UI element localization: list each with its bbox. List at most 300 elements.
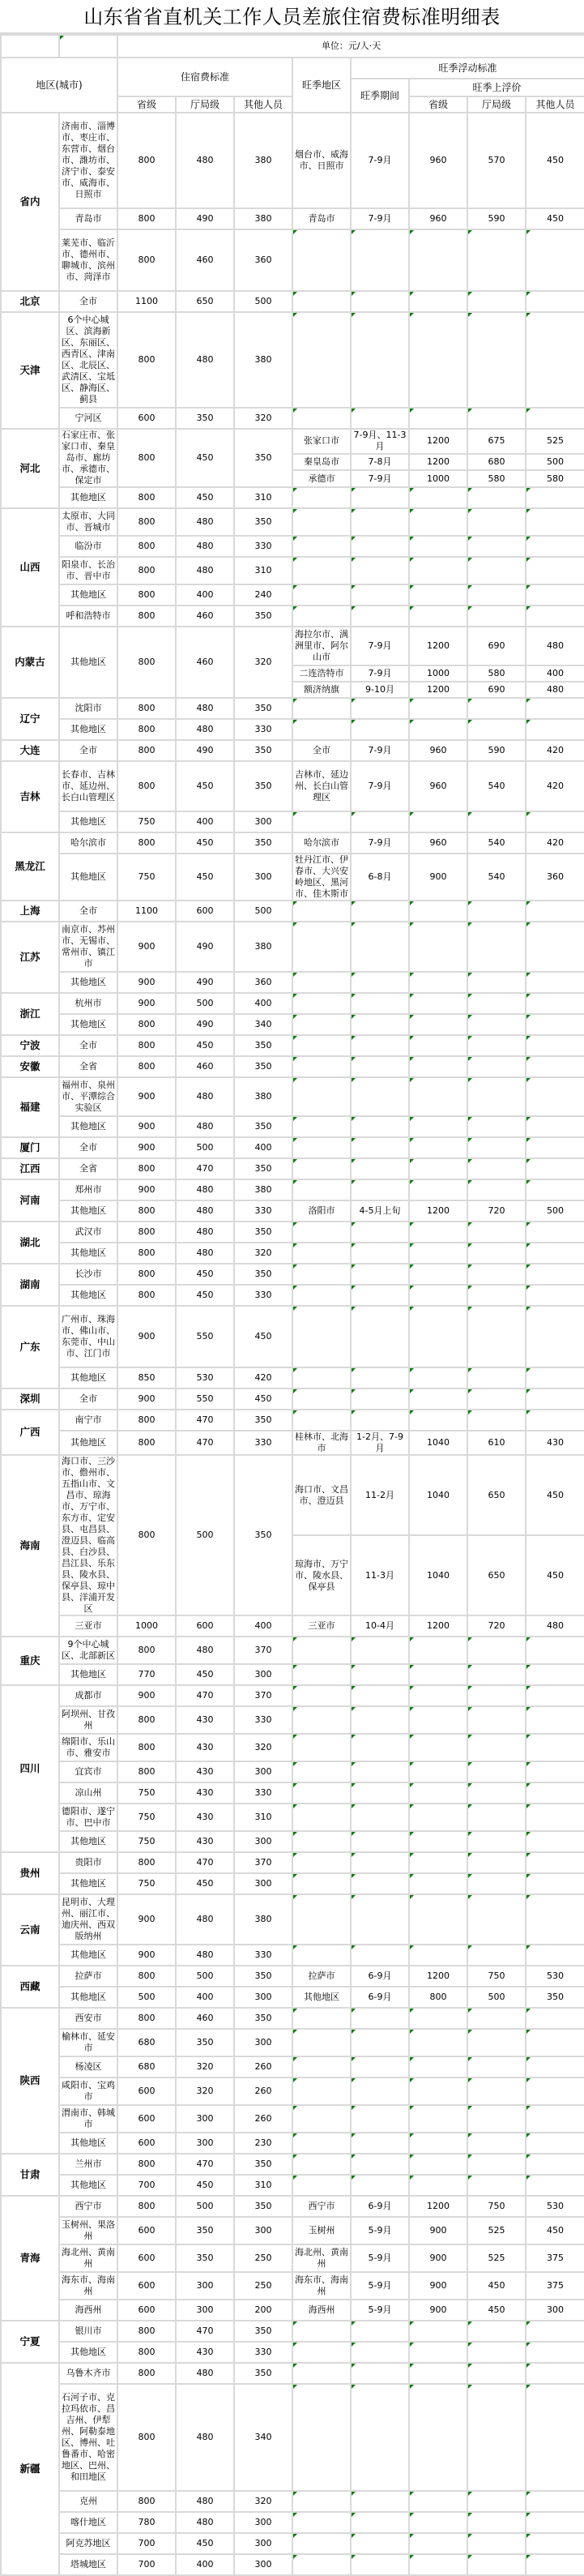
empty-cell[interactable]	[467, 312, 526, 408]
empty-cell[interactable]	[526, 1389, 584, 1410]
empty-cell[interactable]	[467, 2154, 526, 2175]
empty-cell[interactable]	[292, 1831, 351, 1852]
empty-cell[interactable]	[526, 972, 584, 993]
empty-cell[interactable]	[526, 1804, 584, 1831]
empty-cell[interactable]	[292, 719, 351, 740]
empty-cell[interactable]	[351, 1410, 409, 1431]
empty-cell[interactable]	[409, 1734, 467, 1761]
empty-cell[interactable]	[409, 1014, 467, 1035]
empty-cell[interactable]	[292, 1243, 351, 1264]
empty-cell[interactable]	[409, 719, 467, 740]
empty-cell[interactable]	[467, 408, 526, 429]
empty-cell[interactable]	[526, 2554, 584, 2575]
empty-cell[interactable]	[351, 1264, 409, 1285]
empty-cell[interactable]	[292, 2384, 351, 2491]
empty-cell[interactable]	[292, 2154, 351, 2175]
empty-cell[interactable]	[409, 508, 467, 536]
empty-cell[interactable]	[351, 2105, 409, 2133]
empty-cell[interactable]	[526, 1410, 584, 1431]
empty-cell[interactable]	[409, 1761, 467, 1782]
empty-cell[interactable]	[467, 229, 526, 291]
empty-cell[interactable]	[351, 291, 409, 312]
empty-cell[interactable]	[351, 1056, 409, 1077]
empty-cell[interactable]	[409, 811, 467, 832]
empty-cell[interactable]	[526, 1734, 584, 1761]
empty-cell[interactable]	[467, 698, 526, 719]
empty-cell[interactable]	[467, 2533, 526, 2554]
empty-cell[interactable]	[351, 508, 409, 536]
empty-cell[interactable]	[409, 557, 467, 584]
empty-cell[interactable]	[409, 1831, 467, 1852]
empty-cell[interactable]	[292, 1056, 351, 1077]
empty-cell[interactable]	[292, 972, 351, 993]
empty-cell[interactable]	[351, 605, 409, 627]
empty-cell[interactable]	[351, 2321, 409, 2342]
empty-cell[interactable]	[292, 1782, 351, 1804]
empty-cell[interactable]	[292, 922, 351, 972]
empty-cell[interactable]	[467, 1035, 526, 1056]
empty-cell[interactable]	[292, 1077, 351, 1116]
empty-cell[interactable]	[526, 2029, 584, 2056]
empty-cell[interactable]	[292, 1761, 351, 1782]
empty-cell[interactable]	[351, 2175, 409, 2196]
empty-cell[interactable]	[467, 1264, 526, 1285]
empty-cell[interactable]	[467, 1831, 526, 1852]
empty-cell[interactable]	[467, 1285, 526, 1306]
empty-cell[interactable]	[351, 312, 409, 408]
empty-cell[interactable]	[409, 2105, 467, 2133]
empty-cell[interactable]	[467, 901, 526, 922]
empty-cell[interactable]	[409, 229, 467, 291]
empty-cell[interactable]	[409, 922, 467, 972]
empty-cell[interactable]	[351, 2384, 409, 2491]
empty-cell[interactable]	[467, 1873, 526, 1894]
empty-cell[interactable]	[292, 312, 351, 408]
empty-cell[interactable]	[526, 557, 584, 584]
empty-cell[interactable]	[292, 1014, 351, 1035]
empty-cell[interactable]	[351, 2363, 409, 2384]
empty-cell[interactable]	[467, 584, 526, 605]
empty-cell[interactable]	[292, 2342, 351, 2363]
empty-cell[interactable]	[467, 557, 526, 584]
empty-cell[interactable]	[351, 1831, 409, 1852]
empty-cell[interactable]	[467, 508, 526, 536]
empty-cell[interactable]	[526, 2133, 584, 2154]
empty-cell[interactable]	[351, 1116, 409, 1137]
empty-cell[interactable]	[467, 2491, 526, 2512]
empty-cell[interactable]	[526, 1116, 584, 1137]
empty-cell[interactable]	[409, 2363, 467, 2384]
empty-cell[interactable]	[292, 811, 351, 832]
empty-cell[interactable]	[526, 2491, 584, 2512]
empty-cell[interactable]	[351, 1306, 409, 1367]
empty-cell[interactable]	[467, 1637, 526, 1664]
empty-cell[interactable]	[292, 2105, 351, 2133]
empty-cell[interactable]	[526, 2512, 584, 2533]
empty-cell[interactable]	[526, 312, 584, 408]
empty-cell[interactable]	[526, 2154, 584, 2175]
empty-cell[interactable]	[467, 1706, 526, 1734]
blank-cell[interactable]	[1, 35, 59, 58]
empty-cell[interactable]	[526, 719, 584, 740]
empty-cell[interactable]	[467, 1306, 526, 1367]
empty-cell[interactable]	[292, 2533, 351, 2554]
empty-cell[interactable]	[409, 1137, 467, 1158]
empty-cell[interactable]	[409, 1158, 467, 1179]
empty-cell[interactable]	[292, 1306, 351, 1367]
empty-cell[interactable]	[467, 972, 526, 993]
empty-cell[interactable]	[292, 1734, 351, 1761]
empty-cell[interactable]	[292, 1852, 351, 1873]
empty-cell[interactable]	[292, 1685, 351, 1706]
empty-cell[interactable]	[526, 993, 584, 1014]
empty-cell[interactable]	[351, 2512, 409, 2533]
empty-cell[interactable]	[526, 1179, 584, 1200]
empty-cell[interactable]	[292, 2491, 351, 2512]
empty-cell[interactable]	[292, 584, 351, 605]
empty-cell[interactable]	[292, 508, 351, 536]
empty-cell[interactable]	[526, 1222, 584, 1243]
empty-cell[interactable]	[409, 584, 467, 605]
empty-cell[interactable]	[292, 1410, 351, 1431]
empty-cell[interactable]	[467, 2077, 526, 2105]
empty-cell[interactable]	[351, 1706, 409, 1734]
empty-cell[interactable]	[526, 1367, 584, 1389]
empty-cell[interactable]	[351, 487, 409, 508]
empty-cell[interactable]	[467, 2321, 526, 2342]
empty-cell[interactable]	[292, 1158, 351, 1179]
empty-cell[interactable]	[526, 508, 584, 536]
empty-cell[interactable]	[409, 2533, 467, 2554]
empty-cell[interactable]	[351, 1367, 409, 1389]
empty-cell[interactable]	[526, 1137, 584, 1158]
blank-cell[interactable]	[59, 35, 117, 58]
empty-cell[interactable]	[409, 1035, 467, 1056]
empty-cell[interactable]	[526, 1831, 584, 1852]
empty-cell[interactable]	[526, 2105, 584, 2133]
empty-cell[interactable]	[292, 1367, 351, 1389]
empty-cell[interactable]	[409, 2077, 467, 2105]
empty-cell[interactable]	[467, 1664, 526, 1685]
empty-cell[interactable]	[467, 1116, 526, 1137]
empty-cell[interactable]	[467, 487, 526, 508]
empty-cell[interactable]	[526, 1761, 584, 1782]
empty-cell[interactable]	[292, 1894, 351, 1945]
empty-cell[interactable]	[467, 993, 526, 1014]
empty-cell[interactable]	[351, 719, 409, 740]
empty-cell[interactable]	[526, 2077, 584, 2105]
empty-cell[interactable]	[409, 1116, 467, 1137]
empty-cell[interactable]	[292, 698, 351, 719]
empty-cell[interactable]	[351, 1685, 409, 1706]
empty-cell[interactable]	[351, 1804, 409, 1831]
empty-cell[interactable]	[467, 1945, 526, 1966]
empty-cell[interactable]	[292, 1222, 351, 1243]
empty-cell[interactable]	[467, 291, 526, 312]
empty-cell[interactable]	[351, 2008, 409, 2029]
empty-cell[interactable]	[409, 698, 467, 719]
empty-cell[interactable]	[351, 2554, 409, 2575]
empty-cell[interactable]	[351, 2342, 409, 2363]
empty-cell[interactable]	[526, 1945, 584, 1966]
empty-cell[interactable]	[526, 2342, 584, 2363]
empty-cell[interactable]	[351, 1137, 409, 1158]
empty-cell[interactable]	[526, 1637, 584, 1664]
empty-cell[interactable]	[526, 2384, 584, 2491]
empty-cell[interactable]	[409, 487, 467, 508]
empty-cell[interactable]	[292, 2512, 351, 2533]
empty-cell[interactable]	[292, 2077, 351, 2105]
empty-cell[interactable]	[351, 1243, 409, 1264]
empty-cell[interactable]	[467, 1804, 526, 1831]
empty-cell[interactable]	[409, 1264, 467, 1285]
empty-cell[interactable]	[526, 408, 584, 429]
empty-cell[interactable]	[292, 993, 351, 1014]
empty-cell[interactable]	[526, 1056, 584, 1077]
empty-cell[interactable]	[409, 1685, 467, 1706]
empty-cell[interactable]	[409, 1179, 467, 1200]
empty-cell[interactable]	[351, 584, 409, 605]
empty-cell[interactable]	[409, 312, 467, 408]
empty-cell[interactable]	[467, 922, 526, 972]
empty-cell[interactable]	[526, 1243, 584, 1264]
empty-cell[interactable]	[526, 2321, 584, 2342]
empty-cell[interactable]	[467, 1158, 526, 1179]
empty-cell[interactable]	[292, 2056, 351, 2077]
empty-cell[interactable]	[526, 1306, 584, 1367]
empty-cell[interactable]	[292, 1945, 351, 1966]
empty-cell[interactable]	[409, 1664, 467, 1685]
empty-cell[interactable]	[467, 1137, 526, 1158]
empty-cell[interactable]	[467, 1014, 526, 1035]
empty-cell[interactable]	[467, 1056, 526, 1077]
empty-cell[interactable]	[351, 1734, 409, 1761]
empty-cell[interactable]	[292, 2175, 351, 2196]
empty-cell[interactable]	[409, 2554, 467, 2575]
empty-cell[interactable]	[292, 2008, 351, 2029]
empty-cell[interactable]	[409, 1637, 467, 1664]
empty-cell[interactable]	[526, 901, 584, 922]
empty-cell[interactable]	[526, 1285, 584, 1306]
empty-cell[interactable]	[467, 536, 526, 557]
empty-cell[interactable]	[526, 1035, 584, 1056]
empty-cell[interactable]	[409, 1389, 467, 1410]
empty-cell[interactable]	[467, 1077, 526, 1116]
empty-cell[interactable]	[409, 1285, 467, 1306]
empty-cell[interactable]	[467, 1410, 526, 1431]
empty-cell[interactable]	[292, 291, 351, 312]
empty-cell[interactable]	[526, 1852, 584, 1873]
empty-cell[interactable]	[409, 972, 467, 993]
empty-cell[interactable]	[409, 2512, 467, 2533]
empty-cell[interactable]	[409, 291, 467, 312]
empty-cell[interactable]	[526, 811, 584, 832]
empty-cell[interactable]	[526, 1014, 584, 1035]
empty-cell[interactable]	[526, 1158, 584, 1179]
empty-cell[interactable]	[351, 2533, 409, 2554]
empty-cell[interactable]	[526, 605, 584, 627]
empty-cell[interactable]	[467, 2342, 526, 2363]
empty-cell[interactable]	[409, 1945, 467, 1966]
empty-cell[interactable]	[292, 229, 351, 291]
empty-cell[interactable]	[351, 557, 409, 584]
empty-cell[interactable]	[409, 2342, 467, 2363]
empty-cell[interactable]	[409, 1222, 467, 1243]
empty-cell[interactable]	[526, 2008, 584, 2029]
empty-cell[interactable]	[351, 1852, 409, 1873]
empty-cell[interactable]	[467, 2512, 526, 2533]
empty-cell[interactable]	[351, 1782, 409, 1804]
empty-cell[interactable]	[292, 1264, 351, 1285]
empty-cell[interactable]	[467, 811, 526, 832]
empty-cell[interactable]	[351, 1222, 409, 1243]
empty-cell[interactable]	[292, 605, 351, 627]
empty-cell[interactable]	[409, 2321, 467, 2342]
empty-cell[interactable]	[351, 922, 409, 972]
empty-cell[interactable]	[526, 487, 584, 508]
empty-cell[interactable]	[526, 584, 584, 605]
empty-cell[interactable]	[409, 2384, 467, 2491]
empty-cell[interactable]	[351, 2029, 409, 2056]
empty-cell[interactable]	[526, 1264, 584, 1285]
empty-cell[interactable]	[409, 1056, 467, 1077]
empty-cell[interactable]	[351, 1664, 409, 1685]
empty-cell[interactable]	[467, 2554, 526, 2575]
empty-cell[interactable]	[409, 1243, 467, 1264]
empty-cell[interactable]	[292, 1637, 351, 1664]
empty-cell[interactable]	[526, 1873, 584, 1894]
empty-cell[interactable]	[526, 1077, 584, 1116]
empty-cell[interactable]	[351, 1158, 409, 1179]
empty-cell[interactable]	[351, 1179, 409, 1200]
empty-cell[interactable]	[526, 1894, 584, 1945]
empty-cell[interactable]	[292, 487, 351, 508]
empty-cell[interactable]	[351, 1285, 409, 1306]
empty-cell[interactable]	[292, 2321, 351, 2342]
empty-cell[interactable]	[467, 1734, 526, 1761]
empty-cell[interactable]	[467, 1389, 526, 1410]
empty-cell[interactable]	[467, 2384, 526, 2491]
empty-cell[interactable]	[526, 536, 584, 557]
empty-cell[interactable]	[467, 1894, 526, 1945]
empty-cell[interactable]	[409, 2133, 467, 2154]
empty-cell[interactable]	[351, 536, 409, 557]
empty-cell[interactable]	[409, 2029, 467, 2056]
empty-cell[interactable]	[526, 1706, 584, 1734]
empty-cell[interactable]	[467, 2008, 526, 2029]
empty-cell[interactable]	[351, 2077, 409, 2105]
empty-cell[interactable]	[526, 2175, 584, 2196]
empty-cell[interactable]	[351, 1637, 409, 1664]
empty-cell[interactable]	[526, 698, 584, 719]
empty-cell[interactable]	[409, 1367, 467, 1389]
empty-cell[interactable]	[409, 901, 467, 922]
empty-cell[interactable]	[467, 2363, 526, 2384]
empty-cell[interactable]	[351, 811, 409, 832]
empty-cell[interactable]	[292, 2029, 351, 2056]
empty-cell[interactable]	[292, 1389, 351, 1410]
empty-cell[interactable]	[351, 1035, 409, 1056]
empty-cell[interactable]	[467, 1782, 526, 1804]
empty-cell[interactable]	[526, 291, 584, 312]
empty-cell[interactable]	[292, 2554, 351, 2575]
empty-cell[interactable]	[351, 1389, 409, 1410]
empty-cell[interactable]	[292, 1285, 351, 1306]
empty-cell[interactable]	[467, 1761, 526, 1782]
empty-cell[interactable]	[467, 719, 526, 740]
empty-cell[interactable]	[526, 1685, 584, 1706]
empty-cell[interactable]	[351, 1077, 409, 1116]
empty-cell[interactable]	[467, 2175, 526, 2196]
empty-cell[interactable]	[409, 605, 467, 627]
empty-cell[interactable]	[292, 408, 351, 429]
empty-cell[interactable]	[292, 1179, 351, 1200]
empty-cell[interactable]	[526, 922, 584, 972]
empty-cell[interactable]	[351, 1873, 409, 1894]
empty-cell[interactable]	[526, 1782, 584, 1804]
empty-cell[interactable]	[467, 1367, 526, 1389]
empty-cell[interactable]	[409, 2008, 467, 2029]
empty-cell[interactable]	[409, 1873, 467, 1894]
empty-cell[interactable]	[467, 1179, 526, 1200]
empty-cell[interactable]	[351, 993, 409, 1014]
empty-cell[interactable]	[467, 1685, 526, 1706]
empty-cell[interactable]	[409, 1410, 467, 1431]
empty-cell[interactable]	[467, 2133, 526, 2154]
empty-cell[interactable]	[409, 1306, 467, 1367]
empty-cell[interactable]	[409, 2491, 467, 2512]
empty-cell[interactable]	[351, 408, 409, 429]
empty-cell[interactable]	[351, 2154, 409, 2175]
empty-cell[interactable]	[409, 2175, 467, 2196]
empty-cell[interactable]	[409, 1804, 467, 1831]
empty-cell[interactable]	[526, 229, 584, 291]
empty-cell[interactable]	[467, 2105, 526, 2133]
empty-cell[interactable]	[351, 972, 409, 993]
empty-cell[interactable]	[467, 2029, 526, 2056]
empty-cell[interactable]	[292, 2133, 351, 2154]
empty-cell[interactable]	[409, 408, 467, 429]
empty-cell[interactable]	[292, 901, 351, 922]
empty-cell[interactable]	[351, 2133, 409, 2154]
empty-cell[interactable]	[409, 2056, 467, 2077]
empty-cell[interactable]	[409, 1077, 467, 1116]
empty-cell[interactable]	[409, 2154, 467, 2175]
empty-cell[interactable]	[467, 605, 526, 627]
empty-cell[interactable]	[351, 1014, 409, 1035]
empty-cell[interactable]	[292, 1873, 351, 1894]
empty-cell[interactable]	[292, 2363, 351, 2384]
empty-cell[interactable]	[351, 1894, 409, 1945]
empty-cell[interactable]	[351, 1761, 409, 1782]
empty-cell[interactable]	[526, 2363, 584, 2384]
empty-cell[interactable]	[467, 1243, 526, 1264]
empty-cell[interactable]	[351, 901, 409, 922]
empty-cell[interactable]	[409, 1706, 467, 1734]
empty-cell[interactable]	[292, 1804, 351, 1831]
empty-cell[interactable]	[351, 229, 409, 291]
empty-cell[interactable]	[292, 1706, 351, 1734]
empty-cell[interactable]	[351, 2056, 409, 2077]
empty-cell[interactable]	[526, 2533, 584, 2554]
empty-cell[interactable]	[292, 1116, 351, 1137]
empty-cell[interactable]	[292, 1664, 351, 1685]
empty-cell[interactable]	[409, 1894, 467, 1945]
empty-cell[interactable]	[409, 993, 467, 1014]
empty-cell[interactable]	[409, 1782, 467, 1804]
empty-cell[interactable]	[467, 2056, 526, 2077]
empty-cell[interactable]	[292, 557, 351, 584]
